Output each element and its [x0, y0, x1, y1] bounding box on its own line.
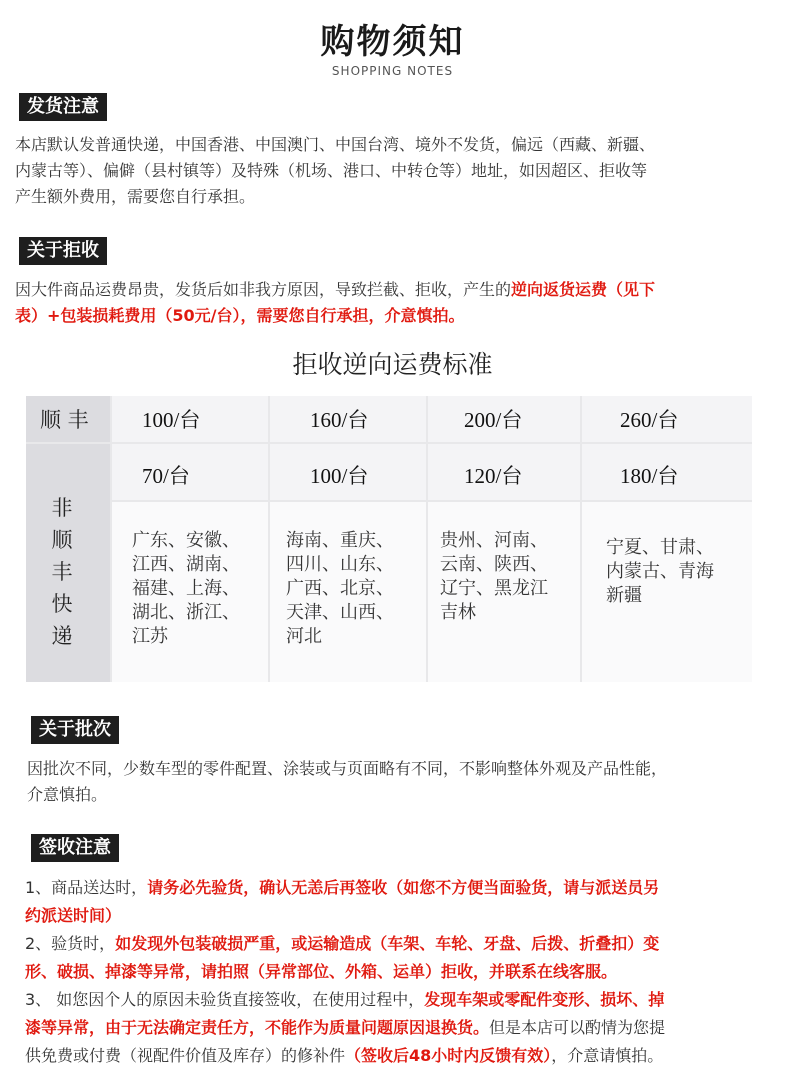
- region-line: 新疆: [606, 585, 642, 606]
- region-line: 宁夏、甘肃、: [606, 537, 714, 558]
- region-line: 河北: [286, 626, 322, 647]
- shipping-line: 内蒙古等）、偏僻（县村镇等）及特殊（机场、港口、中转仓等）地址，如因超区、拒收等: [15, 161, 648, 180]
- batch-tag: 关于批次: [31, 716, 119, 744]
- region-list: [132, 529, 240, 649]
- signing-item-3: 但是本店可以酌情为您提: [489, 1018, 666, 1037]
- signing-item-3-red: 发现车架或零配件变形、损坏、掉: [424, 990, 665, 1009]
- region-list: [286, 529, 394, 649]
- signing-item-1-red: 约派送时间）: [25, 906, 122, 925]
- refusal-text-red: 逆向返货运费（见下: [511, 280, 656, 299]
- signing-item-1-red: 请务必先验货，确认无恙后再签收（如您不方便当面验货，请与派送员另: [147, 878, 660, 897]
- region-line: 海南、重庆、: [286, 530, 394, 551]
- region-line: 江西、湖南、: [132, 554, 240, 575]
- non-sf-price: 180/台: [620, 464, 679, 488]
- non-sf-label: [50, 492, 74, 652]
- shipping-tag: 发货注意: [19, 93, 107, 121]
- non-sf-price: 100/台: [310, 464, 369, 488]
- price-cell: [112, 444, 268, 500]
- non-sf-label-char: 丰: [51, 560, 73, 584]
- region-line: 辽宁、黑龙江: [440, 578, 548, 599]
- sf-price: 100/台: [142, 408, 201, 432]
- refusal-tag: 关于拒收: [19, 237, 107, 265]
- signing-text: [25, 874, 780, 1070]
- sf-label: 顺 丰: [40, 408, 89, 432]
- freight-table: [26, 396, 752, 682]
- sf-price: 260/台: [620, 408, 679, 432]
- batch-line: 因批次不同，少数车型的零件配置、涂装或与页面略有不同，不影响整体外观及产品性能，: [27, 759, 668, 778]
- region-line: 内蒙古、青海: [606, 561, 714, 582]
- region-line: 广西、北京、: [286, 578, 394, 599]
- region-line: 天津、山西、: [286, 602, 394, 623]
- signing-item-3: 供免费或付费（视配件价值及库存）的修补件: [25, 1046, 346, 1065]
- region-line: 湖北、浙江、: [132, 602, 240, 623]
- refusal-text: [15, 277, 780, 329]
- signing-item-2-red: 形、破损、掉漆等异常，请拍照（异常部位、外箱、运单）拒收，并联系在线客服。: [25, 962, 618, 981]
- region-line: 福建、上海、: [132, 578, 240, 599]
- region-line: 江苏: [132, 626, 168, 647]
- non-sf-label-char: 顺: [51, 528, 73, 552]
- non-sf-label-char: 快: [51, 592, 73, 616]
- non-sf-label-char: 非: [51, 496, 73, 520]
- refusal-text-red: 表）+包装损耗费用（50元/台），需要您自行承担，介意慎拍。: [15, 306, 465, 325]
- region-line: 云南、陕西、: [440, 554, 548, 575]
- signing-tag: 签收注意: [31, 834, 119, 862]
- signing-item-3: 3、 如您因个人的原因未验货直接签收，在使用过程中，: [25, 990, 425, 1009]
- sf-price: 200/台: [464, 408, 523, 432]
- signing-item-3-red: （签收后48小时内反馈有效）: [345, 1046, 552, 1065]
- shipping-line: 本店默认发普通快递，中国香港、中国澳门、中国台湾、境外不发货，偏远（西藏、新疆、: [15, 135, 656, 154]
- batch-text: [27, 756, 777, 808]
- non-sf-label-char: 递: [51, 624, 73, 648]
- region-list: [606, 536, 714, 608]
- batch-line: 介意慎拍。: [27, 785, 108, 804]
- signing-item-2: 2、验货时，: [25, 934, 116, 953]
- shipping-line: 产生额外费用，需要您自行承担。: [15, 187, 256, 206]
- non-sf-price: 70/台: [142, 464, 190, 488]
- page-title: 购物须知: [320, 22, 465, 62]
- signing-item-3: ，介意请慎拍。: [551, 1046, 664, 1065]
- non-sf-price: 120/台: [464, 464, 523, 488]
- page-subtitle: SHOPPING NOTES: [331, 64, 454, 78]
- region-line: 广东、安徽、: [132, 530, 240, 551]
- region-line: 贵州、河南、: [440, 530, 548, 551]
- refusal-text-normal: 因大件商品运费昂贵，发货后如非我方原因，导致拦截、拒收，产生的: [15, 280, 512, 299]
- signing-item-2-red: 如发现外包装破损严重，或运输造成（车架、车轮、牙盘、后拨、折叠扣）变: [115, 934, 660, 953]
- region-line: 吉林: [440, 602, 476, 623]
- signing-item-1: 1、商品送达时，: [25, 878, 148, 897]
- table-title: 拒收逆向运费标准: [292, 350, 493, 379]
- signing-item-3-red: 漆等异常，由于无法确定责任方，不能作为质量问题原因退换货。: [25, 1018, 490, 1037]
- sf-price: 160/台: [310, 408, 369, 432]
- region-list: [440, 529, 548, 625]
- shipping-text: [15, 132, 780, 210]
- region-line: 四川、山东、: [286, 554, 394, 575]
